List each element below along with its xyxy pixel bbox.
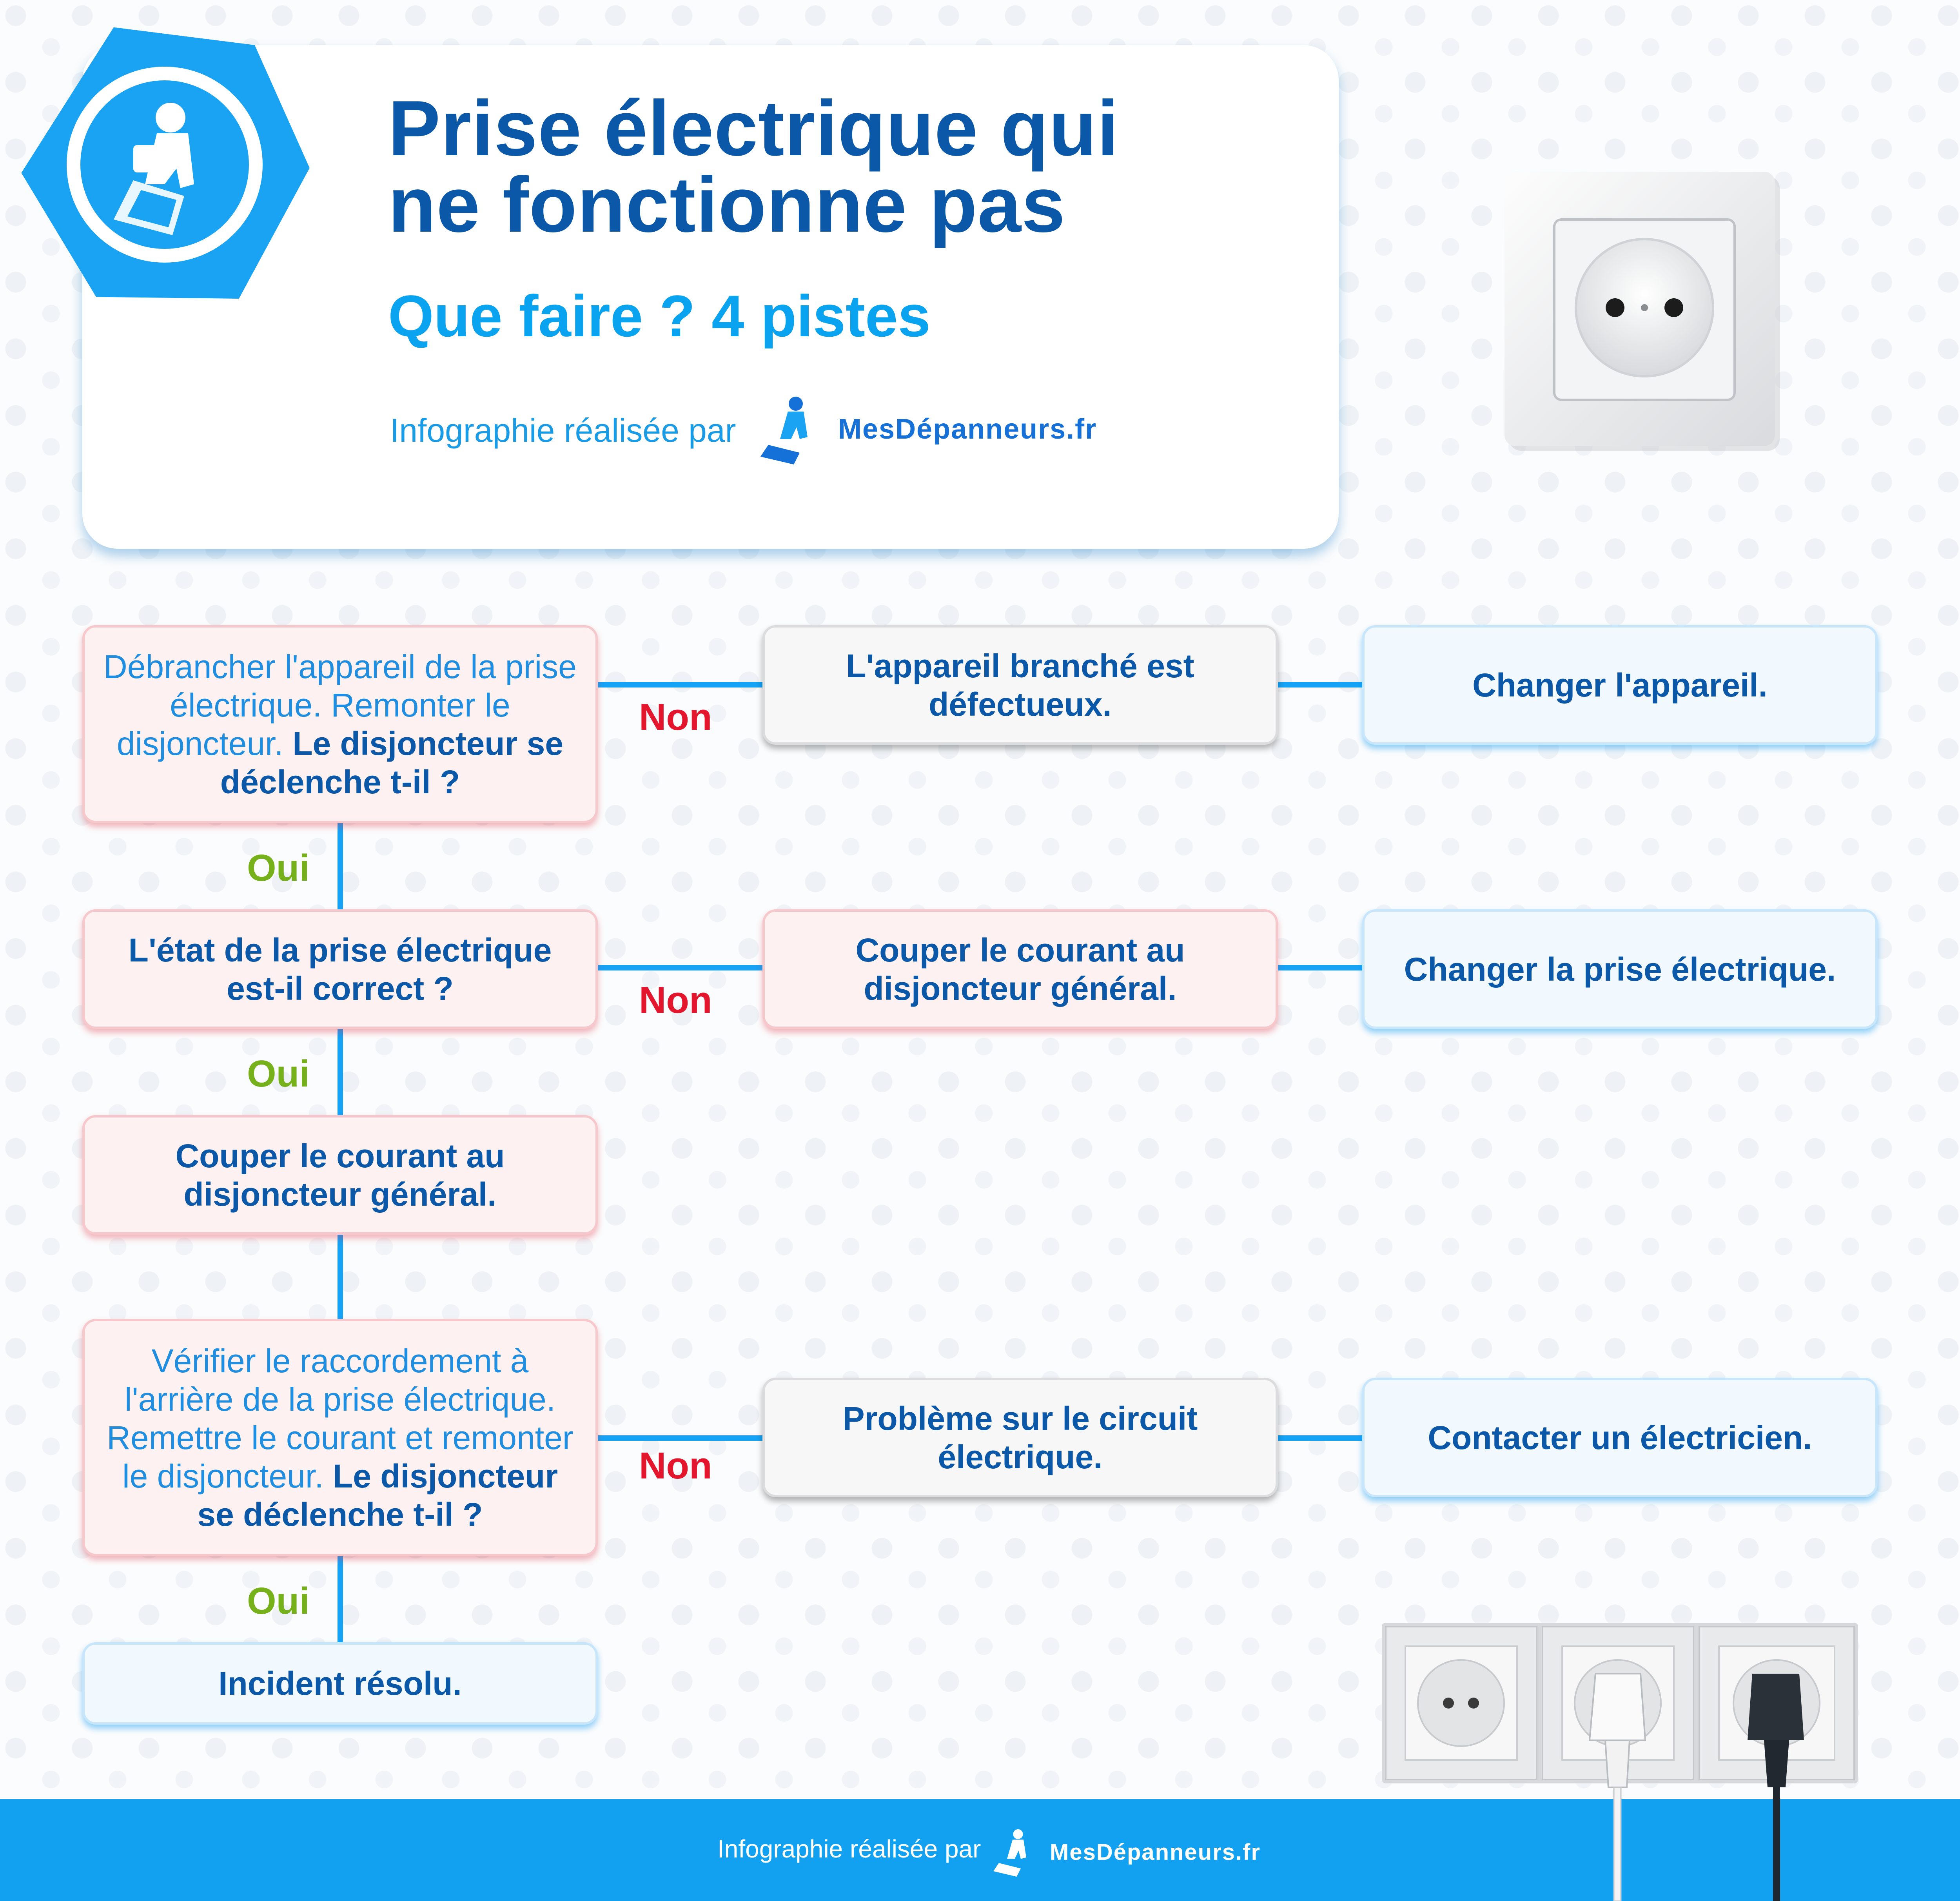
label-non-1: Non bbox=[639, 696, 712, 738]
step-4-question: Le disjoncteur se déclenche t-il ? bbox=[197, 1457, 558, 1533]
label-non-3: Non bbox=[639, 1445, 712, 1487]
connector-1a bbox=[596, 682, 762, 687]
brand-mascot-icon bbox=[753, 390, 831, 468]
footer-credit: Infographie réalisée par bbox=[717, 1835, 981, 1863]
label-oui-2: Oui bbox=[247, 1053, 310, 1095]
step-1-box bbox=[82, 625, 598, 823]
step-1-text: Débrancher l'appareil de la prise électrique. Remonter le disjoncteur. bbox=[103, 648, 577, 762]
branch-3-cause-box bbox=[762, 1378, 1278, 1497]
footer-brand-logo[interactable] bbox=[988, 1825, 1261, 1879]
resolved-box bbox=[82, 1642, 598, 1725]
mascot-badge-icon bbox=[16, 16, 314, 314]
label-non-2: Non bbox=[639, 979, 712, 1021]
branch-3-action-box bbox=[1362, 1378, 1878, 1497]
branch-2-cause-box bbox=[762, 909, 1278, 1029]
step-3-text: Couper le courant au disjoncteur général. bbox=[175, 1137, 505, 1213]
branch-1-cause-text: L'appareil branché est défectueux. bbox=[846, 647, 1194, 723]
footer-brand-name: MesDépanneurs.fr bbox=[1050, 1839, 1261, 1865]
branch-1-action-box bbox=[1362, 625, 1878, 745]
step-3-box bbox=[82, 1115, 598, 1235]
connector-1b bbox=[1276, 682, 1362, 687]
connector-2b bbox=[1276, 965, 1362, 970]
step-2-box bbox=[82, 909, 598, 1029]
page-title bbox=[388, 85, 1329, 249]
step-2-text: L'état de la prise électrique est-il correct ? bbox=[128, 931, 552, 1007]
resolved-text: Incident résolu. bbox=[218, 1665, 462, 1702]
branch-2-action-box bbox=[1362, 909, 1878, 1029]
step-1-question: Le disjoncteur se déclenche t-il ? bbox=[220, 725, 564, 800]
label-oui-3: Oui bbox=[247, 1580, 310, 1622]
branch-1-action-text: Changer l'appareil. bbox=[1472, 666, 1768, 704]
branch-2-cause-text: Couper le courant au disjoncteur général. bbox=[855, 931, 1185, 1007]
connector-v3 bbox=[338, 1235, 343, 1319]
connector-v4 bbox=[338, 1556, 343, 1642]
footer-brand-mascot-icon bbox=[988, 1825, 1043, 1879]
page-subtitle: Que faire ? 4 pistes bbox=[388, 283, 931, 349]
label-oui-1: Oui bbox=[247, 847, 310, 889]
brand-name: MesDépanneurs.fr bbox=[838, 414, 1097, 445]
branch-2-action-text: Changer la prise électrique. bbox=[1404, 950, 1836, 988]
triple-socket-illustration bbox=[1382, 1623, 1860, 1901]
header-brand-logo[interactable] bbox=[753, 390, 1097, 468]
connector-3b bbox=[1276, 1435, 1362, 1441]
step-4-box bbox=[82, 1319, 598, 1556]
branch-1-cause-box bbox=[762, 625, 1278, 745]
connector-3a bbox=[596, 1435, 762, 1441]
header-credit: Infographie réalisée par bbox=[390, 412, 736, 449]
step-4-text: Vérifier le raccordement à l'arrière de la prise électrique. Remettre le courant et remonter le disjoncteur. bbox=[107, 1342, 573, 1495]
branch-3-action-text: Contacter un électricien. bbox=[1428, 1419, 1812, 1456]
connector-2a bbox=[596, 965, 762, 970]
title-line-2: ne fonctionne pas bbox=[388, 161, 1066, 249]
socket-illustration bbox=[1501, 169, 1788, 459]
connector-v2 bbox=[338, 1029, 343, 1115]
branch-3-cause-text: Problème sur le circuit électrique. bbox=[842, 1400, 1198, 1475]
connector-v1 bbox=[338, 823, 343, 909]
title-line-1: Prise électrique qui bbox=[388, 85, 1120, 172]
